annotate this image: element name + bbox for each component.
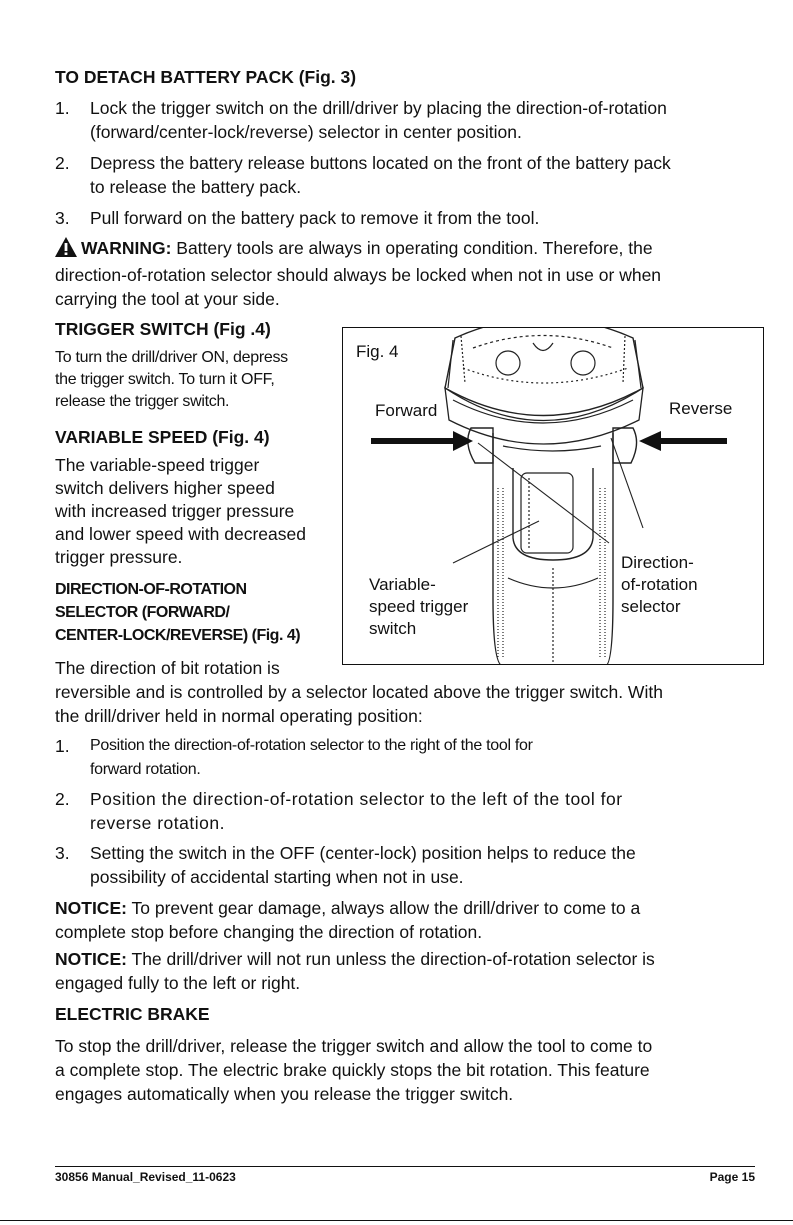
step-number: 3. [55,843,70,863]
warning-block [55,236,775,311]
step-line: to release the battery pack. [90,177,302,197]
variable-line: with increased trigger pressure [55,501,295,521]
brake-heading: ELECTRIC BRAKE [55,1004,210,1024]
footer-manual-id: 30856 Manual_Revised_11-0623 [55,1170,236,1184]
direction-intro [55,656,775,728]
direction-intro-line: the drill/driver held in normal operating position: [55,706,423,726]
step-line: Pull forward on the battery pack to remove it from the tool. [90,208,540,228]
detach-heading: TO DETACH BATTERY PACK (Fig. 3) [55,67,357,87]
direction-step-1 [55,734,755,782]
variable-line: The variable-speed trigger [55,455,260,475]
step-number: 2. [55,153,70,173]
step-line: reverse rotation. [90,813,225,833]
direction-selector-label-line: selector [621,597,681,616]
variable-line: switch delivers higher speed [55,478,275,498]
direction-selector-label [621,552,698,618]
figure-caption: Fig. 4 [356,342,399,361]
direction-intro-line: The direction of bit rotation is [55,658,280,678]
page-number: Page 15 [709,1170,755,1184]
notice-label: NOTICE: [55,949,127,969]
warning-label: WARNING: [81,238,172,258]
direction-step-2 [55,787,755,835]
notice-block [55,947,775,995]
brake-line: To stop the drill/driver, release the trigger switch and allow the tool to come to [55,1036,653,1056]
trigger-heading: TRIGGER SWITCH (Fig .4) [55,319,271,339]
step-line: Setting the switch in the OFF (center-lock) position helps to reduce the [90,843,636,863]
direction-selector-label-line: of-rotation [621,575,698,594]
warning-text: direction-of-rotation selector should always be locked when not in use or when [55,265,662,285]
variable-speed-label-line: Variable- [369,575,436,594]
detach-step-1 [55,96,755,144]
footer-divider [55,1166,755,1167]
warning-text: carrying the tool at your side. [55,289,280,309]
figure-4 [342,327,764,665]
brake-line: a complete stop. The electric brake quickly stops the bit rotation. This feature [55,1060,650,1080]
bottom-border [0,1220,793,1221]
direction-heading-line: SELECTOR (FORWARD/ [55,604,230,621]
detach-step-2 [55,151,755,199]
variable-line: and lower speed with decreased [55,524,306,544]
notice-text: To prevent gear damage, always allow the drill/driver to come to a [126,898,641,918]
step-number: 3. [55,208,70,228]
notice-label: NOTICE: [55,898,127,918]
step-number: 1. [55,98,70,118]
variable-heading: VARIABLE SPEED (Fig. 4) [55,427,270,447]
trigger-line: the trigger switch. To turn it OFF, [55,371,275,388]
direction-heading-line: CENTER-LOCK/REVERSE) (Fig. 4) [55,627,301,644]
variable-speed-label-line: speed trigger [369,597,469,616]
direction-heading-line: DIRECTION-OF-ROTATION [55,581,247,598]
step-line: Lock the trigger switch on the drill/driver by placing the direction-of-rotation [90,98,667,118]
step-line: Position the direction-of-rotation selector to the left of the tool for [90,789,623,809]
notice-text: complete stop before changing the direction of rotation. [55,922,483,942]
variable-speed-label-line: switch [369,619,417,638]
step-number: 2. [55,789,70,809]
direction-selector-label-line: Direction- [621,553,694,572]
direction-intro-line: reversible and is controlled by a selector located above the trigger switch. With [55,682,663,702]
step-line: forward rotation. [90,761,201,778]
variable-line: trigger pressure. [55,547,183,567]
step-line: possibility of accidental starting when not in use. [90,867,464,887]
brake-line: engages automatically when you release the trigger switch. [55,1084,514,1104]
forward-arrow [371,431,473,451]
brake-text [55,1034,775,1106]
step-line: Position the direction-of-rotation selector to the right of the tool for [90,737,533,754]
notice-text: engaged fully to the left or right. [55,973,301,993]
trigger-line: release the trigger switch. [55,393,230,410]
variable-speed-label [369,574,468,640]
trigger-text [55,347,340,413]
direction-step-3 [55,841,755,889]
reverse-label: Reverse [669,399,733,418]
forward-label: Forward [375,401,438,420]
direction-heading [55,578,300,647]
trigger-line: To turn the drill/driver ON, depress [55,349,288,366]
variable-text [55,454,340,569]
step-line: (forward/center-lock/reverse) selector in center position. [90,122,522,142]
notice-text: The drill/driver will not run unless the direction-of-rotation selector is [126,949,655,969]
warning-text: Battery tools are always in operating condition. Therefore, the [171,238,653,258]
detach-step-3 [55,206,755,230]
warning-icon [55,237,77,263]
step-line: Depress the battery release buttons located on the front of the battery pack [90,153,671,173]
notice-block [55,896,775,944]
reverse-arrow [639,431,727,451]
step-number: 1. [55,736,70,756]
